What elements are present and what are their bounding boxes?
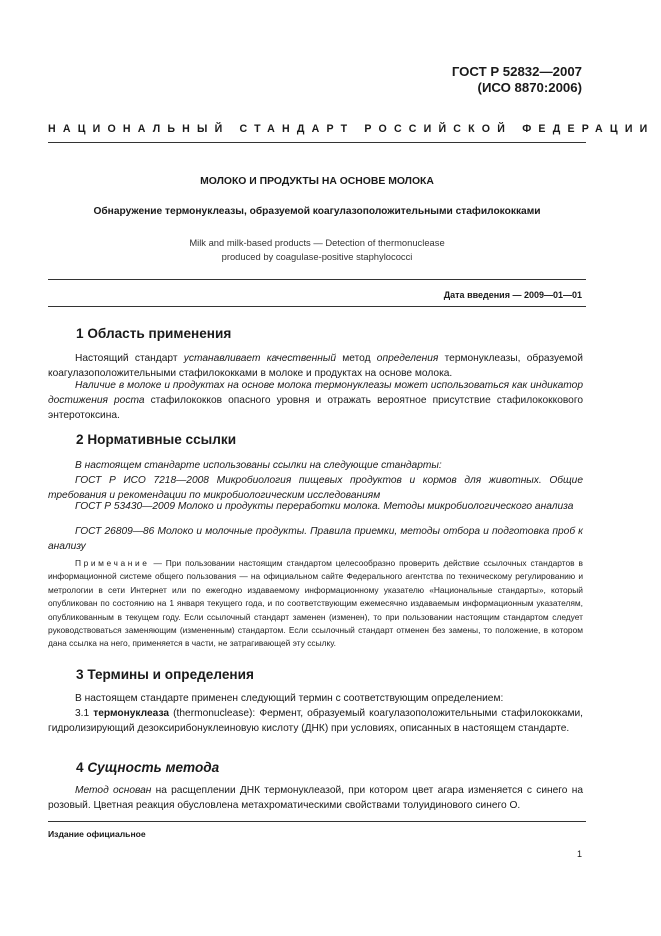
note-label: Примечание [75, 558, 150, 568]
reference-gost-r-53430: ГОСТ Р 53430—2009 Молоко и продукты переработки молока. Методы микробиологического анализа [75, 501, 574, 512]
terms-intro: В настоящем стандарте применен следующий термин с соответствующим определением: [75, 693, 504, 704]
references-intro: В настоящем стандарте использованы ссылки на следующие стандарты: [75, 460, 442, 471]
national-standard-banner: НАЦИОНАЛЬНЫЙ СТАНДАРТ РОССИЙСКОЙ ФЕДЕРАЦИИ [48, 123, 655, 135]
page-number: 1 [576, 849, 582, 859]
iso-number: (ИСО 8870:2006) [477, 80, 582, 95]
banner-rule [48, 142, 586, 143]
reference-gost-26809: ГОСТ 26809—86 Молоко и молочные продукты. Правила приемки, методы отбора и подготовка проб к анализу [48, 526, 583, 552]
term: термонуклеаза [93, 708, 170, 719]
official-edition-label: Издание официальное [48, 829, 146, 839]
section-1-heading: 1 Область применения [76, 326, 232, 341]
effective-date: Дата введения — 2009—01—01 [443, 290, 582, 300]
method-principle-paragraph: Метод основан на расщеплении ДНК термонуклеазой, при котором цвет агара изменяется с синего на розовый. Цветная реакция обусловлена метахроматическими свойствами толуидинового синего О. [48, 785, 583, 811]
section-3-heading: 3 Термины и определения [76, 667, 254, 682]
term-definition-3-1: 3.1 термонуклеаза (thermonuclease): Фермент, образуемый коагулазоположительными стафилококками, гидролизирующий дезоксирибонуклеиновую кислоту (ДНК) при условиях, описанных в настоящем стандарте. [48, 708, 583, 734]
reference-gost-r-iso-7218: ГОСТ Р ИСО 7218—2008 Микробиология пищевых продуктов и кормов для животных. Общие требования и рекомендации по микробиологическим исследованиям [48, 475, 583, 501]
section-1-paragraph-2: Наличие в молоке и продуктах на основе молока термонуклеазы может использоваться как индикатор достижения роста стафилококков опасного уровня и отражать вероятное присутствие стафилококкового энтеротоксина. [48, 380, 583, 421]
english-title-line-1: Milk and milk-based products — Detection of thermonuclease [189, 237, 445, 248]
section-1-paragraph-1: Настоящий стандарт устанавливает качественный метод определения термонуклеазы, образуемой коагулазоположительными стафилококками в молоке и продуктах на основе молока. [48, 353, 583, 379]
footer-rule [48, 821, 586, 822]
date-rule [48, 306, 586, 307]
english-title-line-2: produced by coagulase-positive staphylococci [221, 251, 413, 262]
section-2-heading: 2 Нормативные ссылки [76, 432, 237, 447]
section-4-heading: 4 Сущность метода [76, 760, 220, 775]
document-title: МОЛОКО И ПРОДУКТЫ НА ОСНОВЕ МОЛОКА [200, 176, 434, 187]
title-rule [48, 279, 586, 280]
document-number [452, 64, 582, 96]
document-subtitle: Обнаружение термонуклеазы, образуемой коагулазоположительными стафилококками [93, 206, 541, 217]
references-note: Примечание — При пользовании настоящим стандартом целесообразно проверить действие ссылочных стандартов в информационной системе общего пользования — на официальном сайте Федерального агентства по техническому регулированию и метрологии в сети Интернет или по ежегодно издаваемому информационному указателю «Национальные стандарты», который опубликован по состоянию на 1 января текущего года, и по соответствующим ежемесячно издаваемым информационным указателям, опубликованным в текущем году. Если ссылочный стандарт заменен (изменен), то при пользовании настоящим стандартом следует руководствоваться заменяющим (измененным) стандартом. Если ссылочный стандарт отменен без замены, то положение, в котором дана ссылка на него, применяется в части, не затрагивающей эту ссылку. [48, 558, 583, 649]
gost-number: ГОСТ Р 52832—2007 [451, 64, 582, 79]
